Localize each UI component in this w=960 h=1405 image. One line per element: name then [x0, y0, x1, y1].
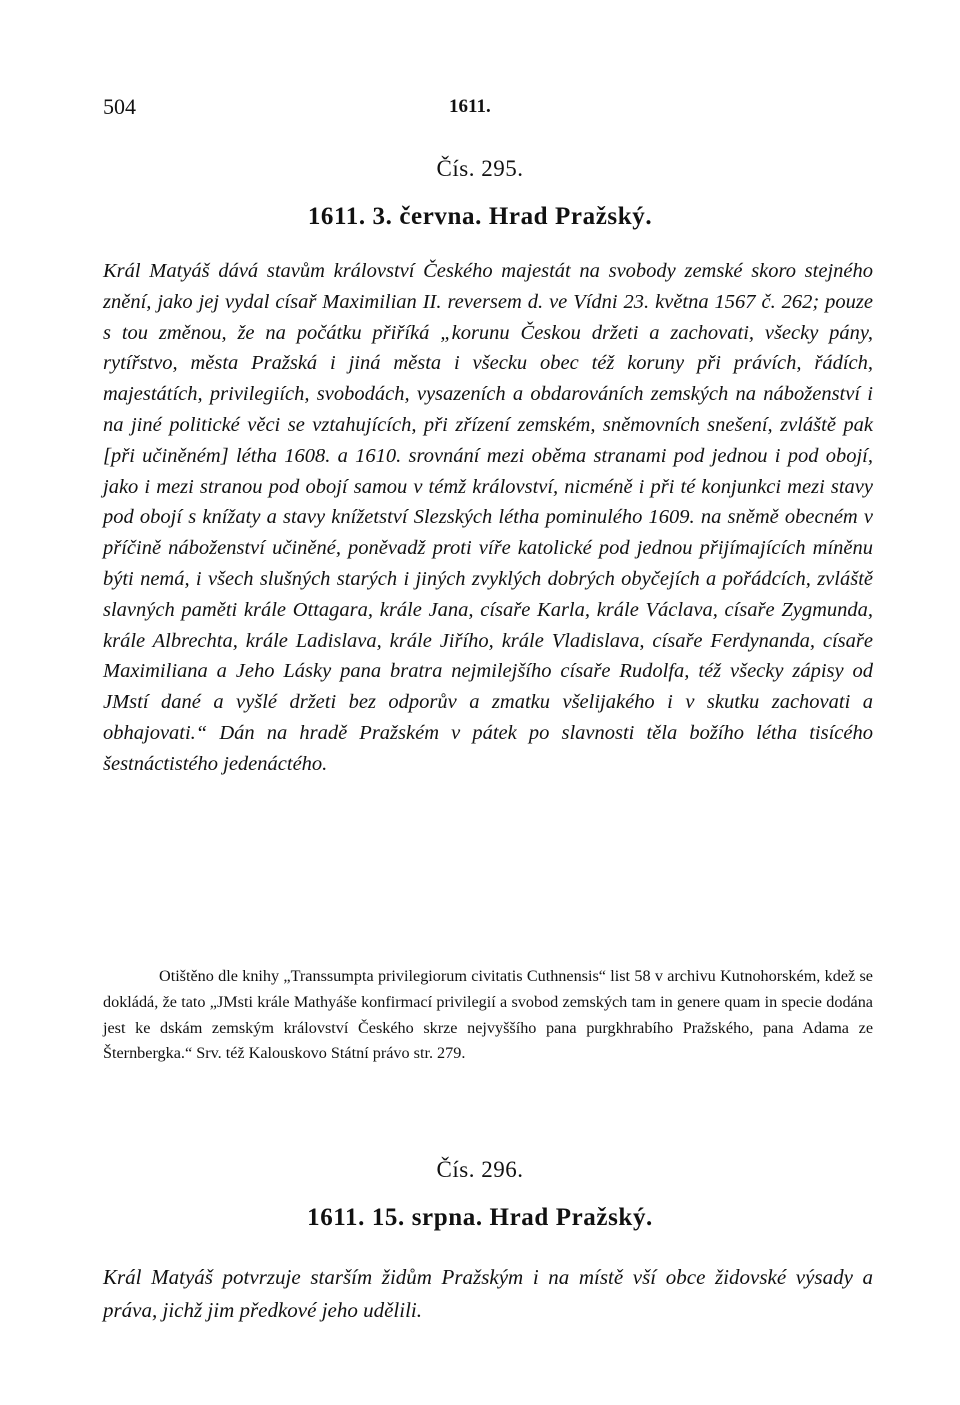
entry-heading: 1611. 15. srpna. Hrad Pražský. — [307, 1204, 653, 1231]
source-note — [103, 964, 873, 1067]
source-note-text: Otištěno dle knihy „Transsumpta privilegiorum civitatis Cuthnensis“ list 58 v archivu Kutnohorském, kdež se dokládá, že tato „JMsti krále Mathyáše konfirmací privilegií a svobod zemských tam in genere quam in specie dodána jest ke dskám zemským království Českého skrze nejvyššího pana purgkhrabího Pražského, pana Adama ze Šternbergka.“ Srv. též Kalouskovo Státní právo str. 279. — [103, 967, 873, 1063]
entry-number: Čís. 295. — [436, 156, 524, 181]
entry-number: Čís. 296. — [436, 1157, 524, 1182]
entry-regest: Král Matyáš dává stavům království Českého majestát na svobody zemské skoro stejného znění, jako jej vydal císař Maximilian II. reversem d. ve Vídni 23. května 1567 č. 262; pouze s tou změnou, že na počátku přiříká „korunu Českou držeti a zachovati, všecky pány, rytířstvo, města Pražská i jiná města i všecku obec též koruny při právích, řádích, majestátích, privilegiích, svobodách, vysazeních a obdarováních zemských na náboženství i na jiné politické věci se vztahujících, při zřízení zemském, sněmovních snešení, zvláště pak [při učiněném] létha 1608. a 1610. srovnání mezi oběma stranami pod jednou i pod obojí, jako i mezi stranou pod obojí samou v témž království, nicméně i při té konjunkci mezi stavy pod obojí s knížaty a stavy knížetství Slezských létha pominulého 1609. na sněmě obecném v příčině náboženství učiněné, poněvadž proti víře katolické pod jednou přijímajících míněnu býti nemá, i všech slušných starých i jiných zvyklých dobrých obyčejích a pořádcích, zvláště slavných paměti krále Ottagara, krále Jana, císaře Karla, krále Václava, císaře Zygmunda, krále Albrechta, krále Ladislava, krále Jiřího, krále Vladislava, císaře Ferdynanda, císaře Maximiliana a Jeho Lásky pana bratra nejmilejšího císaře Rudolfa, též všecky zápisy od JMstí dané a vyšlé držeti bez odporův a zmatku všelijakého i v skutku zachovati a obhajovati.“ Dán na hradě Pražském v pátek po slavnosti těla božího létha tisícého šestnáctistého jedenáctého. — [103, 260, 873, 775]
running-year: 1611. — [449, 96, 491, 117]
entry-regest: Král Matyáš potvrzuje starším židům Pražským i na místě vší obce židovské výsady a práva, jichž jim předkové jeho udělili. — [103, 1265, 873, 1322]
page-number: 504 — [103, 94, 136, 119]
running-head — [103, 94, 873, 124]
entry-heading: 1611. 3. června. Hrad Pražský. — [307, 203, 653, 230]
